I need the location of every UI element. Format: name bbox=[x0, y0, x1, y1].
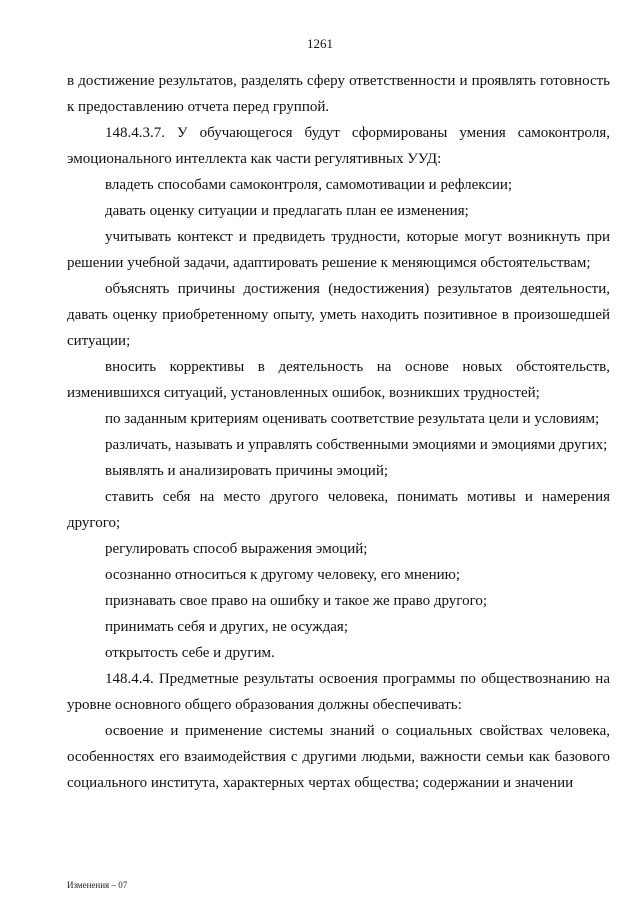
list-item: регулировать способ выражения эмоций; bbox=[105, 541, 368, 557]
list-item: открытость себе и другим. bbox=[105, 645, 275, 661]
list-item: осознанно относиться к другому человеку, его мнению; bbox=[105, 567, 461, 583]
paragraph: 148.4.4. Предметные результаты освоения программы по обществознанию на уровне основного общего образования должны обеспечивать: bbox=[67, 671, 610, 713]
list-item: владеть способами самоконтроля, самомотивации и рефлексии; bbox=[105, 177, 513, 193]
paragraph: 148.4.3.7. У обучающегося будут сформированы умения самоконтроля, эмоционального интеллекта как части регулятивных УУД: bbox=[67, 125, 610, 167]
page-number: 1261 bbox=[307, 36, 333, 51]
page-body bbox=[67, 68, 610, 796]
list-item: принимать себя и других, не осуждая; bbox=[105, 619, 349, 635]
list-item: давать оценку ситуации и предлагать план ее изменения; bbox=[105, 203, 469, 219]
list-item: вносить коррективы в деятельность на основе новых обстоятельств, изменившихся ситуаций, установленных ошибок, возникших трудностей; bbox=[67, 359, 610, 401]
list-item: по заданным критериям оценивать соответствие результата цели и условиям; bbox=[105, 411, 600, 427]
list-item: учитывать контекст и предвидеть трудности, которые могут возникнуть при решении учебной задачи, адаптировать решение к меняющимся обстоятельствам; bbox=[67, 229, 610, 271]
list-item: выявлять и анализировать причины эмоций; bbox=[105, 463, 389, 479]
list-item: признавать свое право на ошибку и такое же право другого; bbox=[105, 593, 488, 609]
list-item: ставить себя на место другого человека, понимать мотивы и намерения другого; bbox=[67, 489, 610, 531]
list-item: различать, называть и управлять собственными эмоциями и эмоциями других; bbox=[105, 437, 608, 453]
list-item: объяснять причины достижения (недостижения) результатов деятельности, давать оценку приобретенному опыту, уметь находить позитивное в произошедшей ситуации; bbox=[67, 281, 610, 349]
paragraph: в достижение результатов, разделять сферу ответственности и проявлять готовность к предоставлению отчета перед группой. bbox=[67, 73, 610, 115]
footer-revision-note: Изменения – 07 bbox=[67, 880, 128, 890]
paragraph: освоение и применение системы знаний о социальных свойствах человека, особенностях его взаимодействия с другими людьми, важности семьи как базового социального института, характерных чертах общества; содержании и значении bbox=[67, 723, 610, 791]
